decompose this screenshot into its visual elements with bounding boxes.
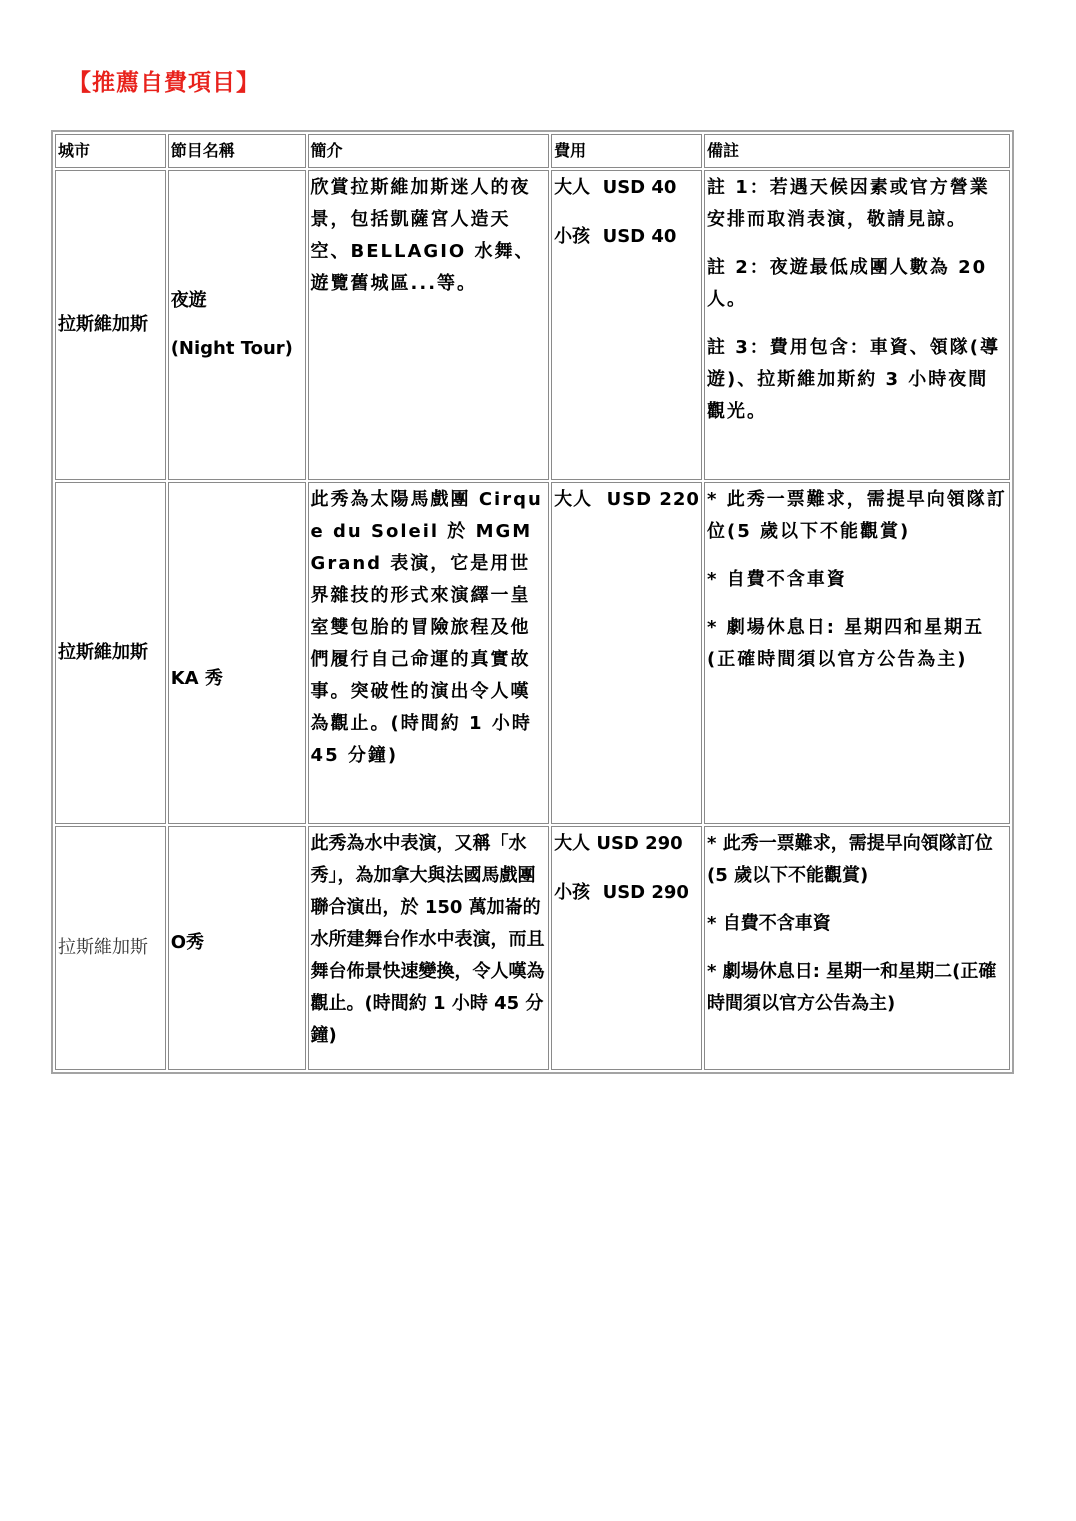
note-item: * 劇場休息日: 星期四和星期五(正確時間須以官方公告為主) [707,617,985,670]
note-item: * 自費不含車資 [707,569,847,590]
fee-cell [551,170,702,480]
fee-adult: 大人 USD 290 [554,833,683,854]
table-row [55,826,1010,1070]
fee-cell [551,482,702,824]
intro-cell: 此秀為太陽馬戲團 Cirque du Soleil 於 MGM Grand 表演，它是用世界雜技的形式來演繹一皇室雙包胎的冒險旅程及他們履行自己命運的真實故事。突破性的演出令人嘆為觀止。(時間約 1 小時 45 分鐘) [308,482,550,824]
table-header-row [55,134,1010,168]
program-cell [168,170,306,480]
header-program: 節目名稱 [168,134,306,168]
note-item: 註 3：費用包含：車資、領隊(導遊)、拉斯維加斯約 3 小時夜間觀光。 [707,337,1001,422]
notes-cell [704,482,1010,824]
header-notes: 備註 [704,134,1010,168]
header-fee: 費用 [551,134,702,168]
city-cell: 拉斯維加斯 [55,170,166,480]
program-name: 夜遊 [170,290,207,311]
intro-cell: 欣賞拉斯維加斯迷人的夜景，包括凱薩宮人造天空、BELLAGIO 水舞、遊覽舊城區...等。 [308,170,550,480]
city-cell: 拉斯維加斯 [55,482,166,824]
program-cell [168,482,306,824]
notes-cell [704,170,1010,480]
page-title: 【推薦自費項目】 [68,70,260,96]
fee-child: 小孩 USD 290 [554,882,689,903]
optional-tours-table [51,130,1014,1074]
header-intro: 簡介 [308,134,550,168]
table-row [55,170,1010,480]
program-cell [168,826,306,1070]
city-cell: 拉斯維加斯 [55,826,166,1070]
note-item: * 自費不含車資 [707,913,831,934]
fee-child: 小孩 USD 40 [554,226,677,247]
notes-cell [704,826,1010,1070]
program-name-en: (Night Tour) [170,338,293,359]
fee-adult: 大人 USD 220 [554,489,700,510]
note-item: 註 1：若遇天候因素或官方營業安排而取消表演，敬請見諒。 [707,177,990,230]
table-row [55,482,1010,824]
note-item: * 此秀一票難求，需提早向領隊訂位(5 歲以下不能觀賞) [707,833,993,886]
intro-cell: 此秀為水中表演，又稱「水秀」，為加拿大與法國馬戲團聯合演出，於 150 萬加崙的水所建舞台作水中表演，而且舞台佈景快速變換，令人嘆為觀止。(時間約 1 小時 45 分鐘) [308,826,550,1070]
header-city: 城市 [55,134,166,168]
program-name: O秀 [170,932,204,953]
note-item: * 劇場休息日: 星期一和星期二(正確時間須以官方公告為主) [707,961,997,1014]
fee-adult: 大人 USD 40 [554,177,677,198]
program-name: KA 秀 [170,668,223,689]
note-item: * 此秀一票難求，需提早向領隊訂位(5 歲以下不能觀賞) [707,489,1007,542]
fee-cell [551,826,702,1070]
note-item: 註 2：夜遊最低成團人數為 20 人。 [707,257,988,310]
